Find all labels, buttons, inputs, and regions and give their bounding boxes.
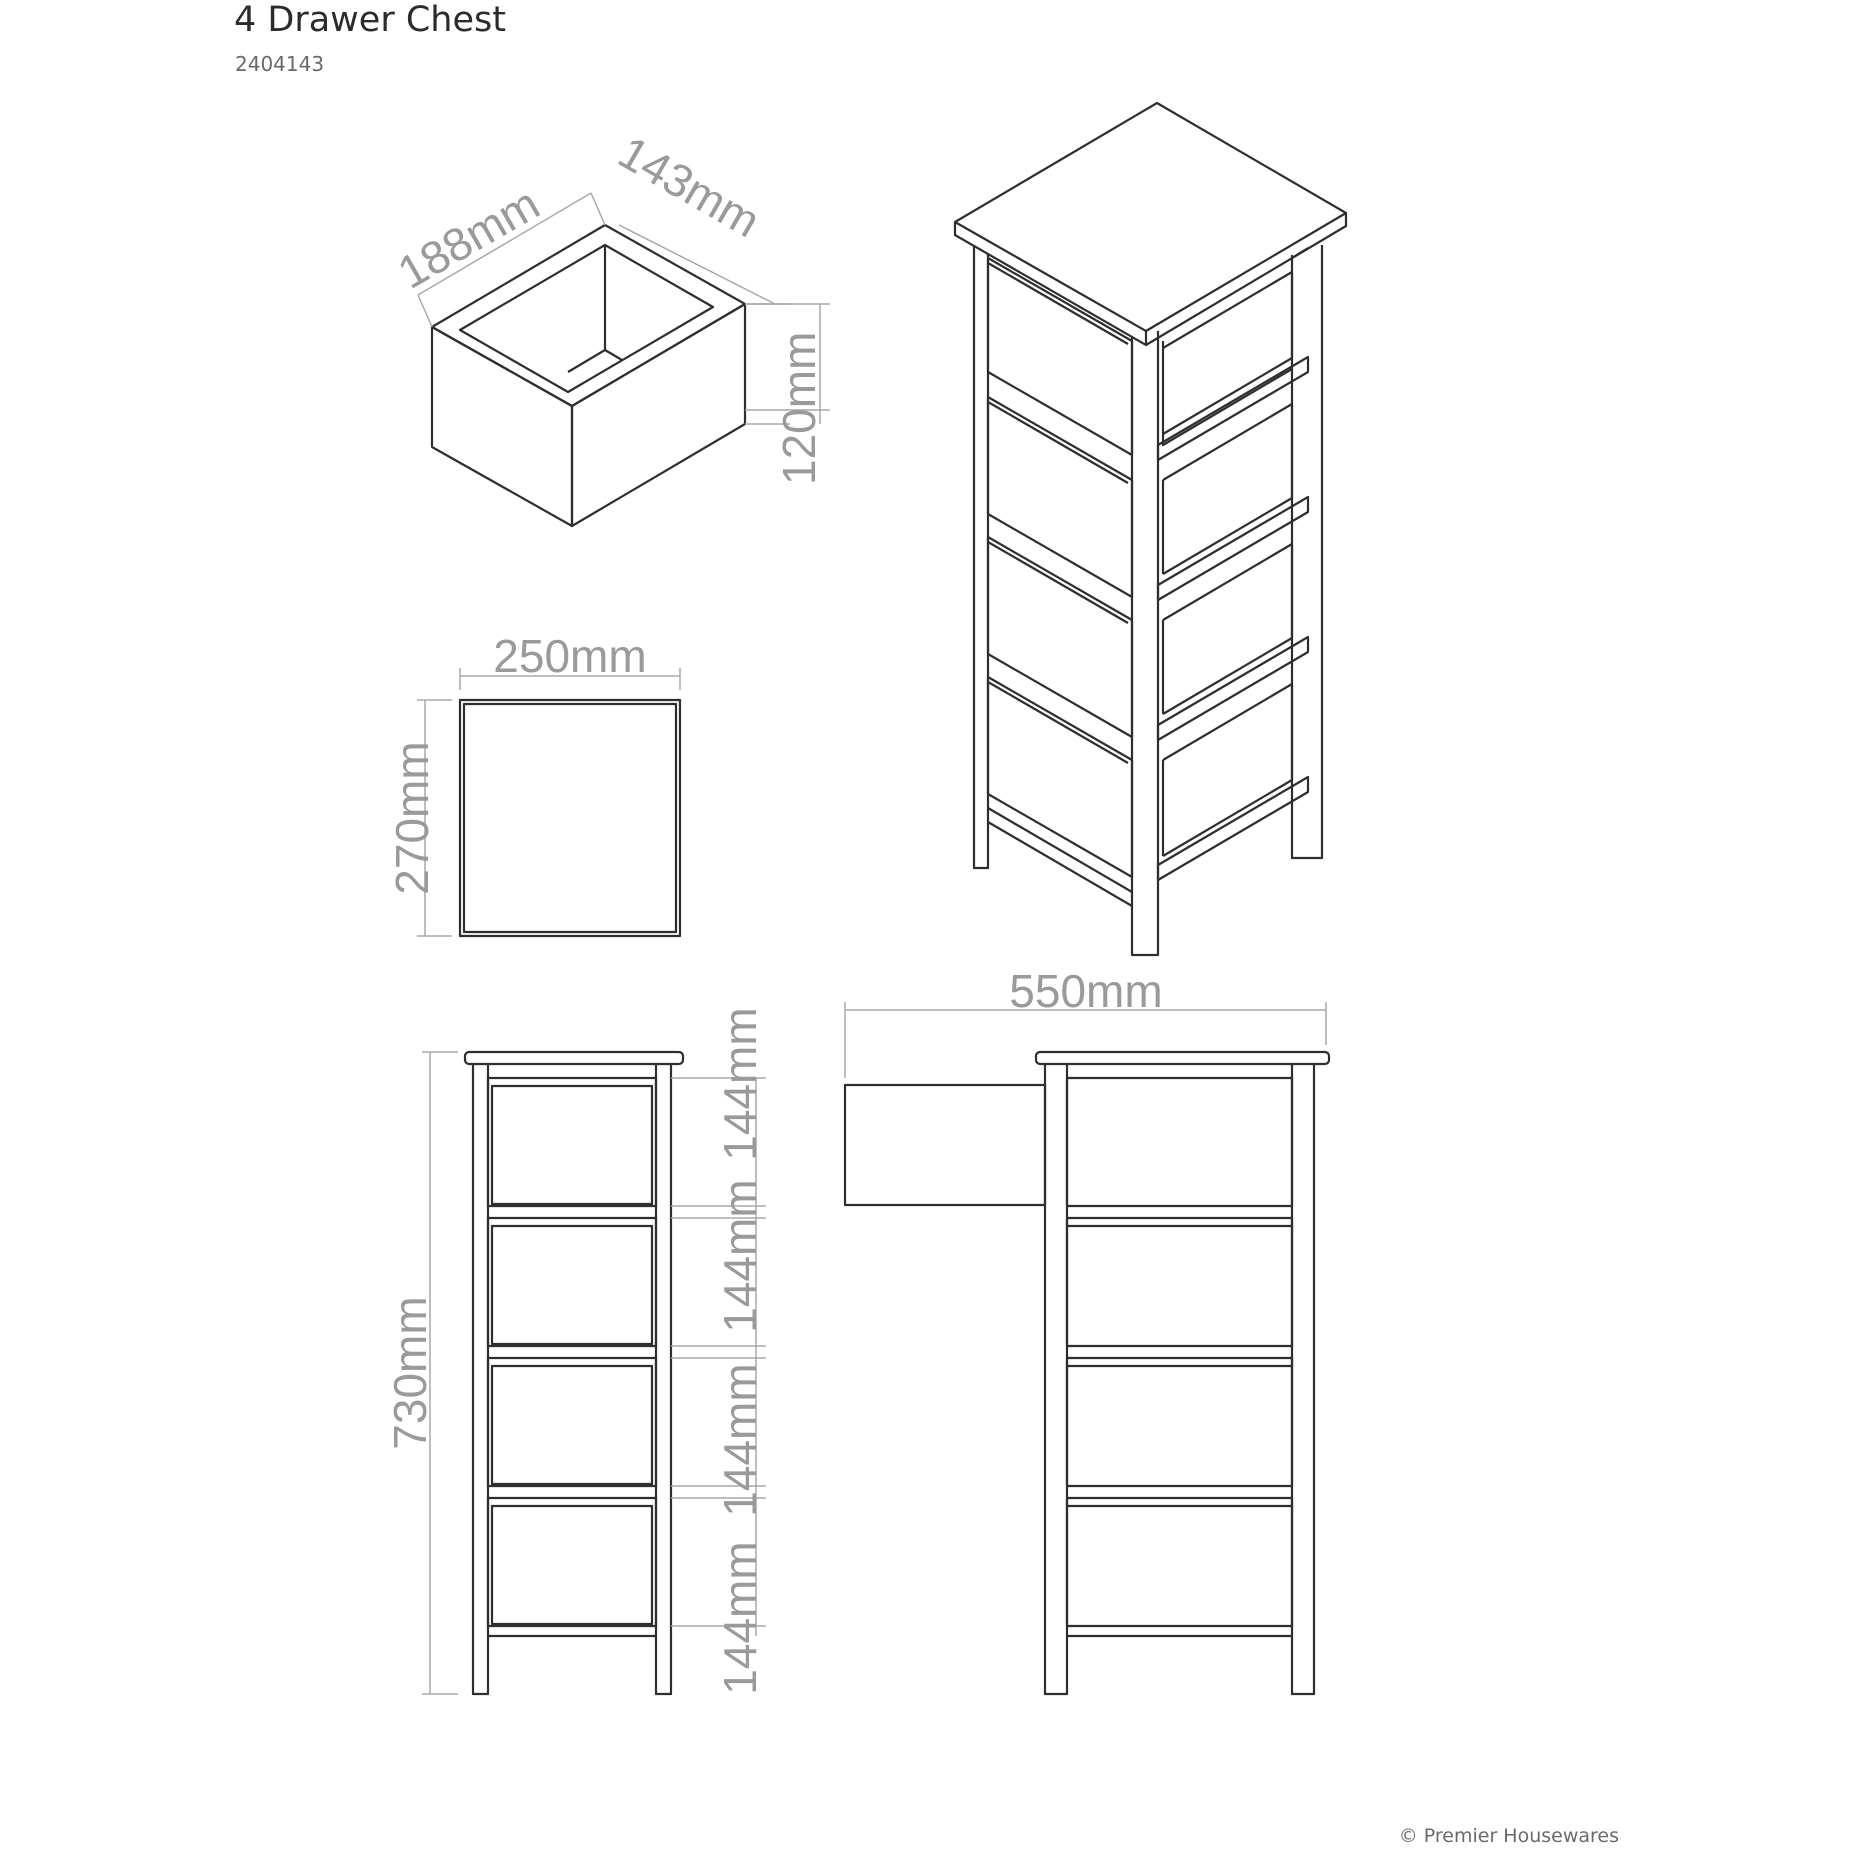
open-depth-label: 550mm — [1009, 965, 1163, 1017]
drawer-pitch-label-2: 144mm — [714, 1179, 766, 1333]
drawer-height-label: 120mm — [773, 331, 825, 485]
product-code: 2404143 — [235, 52, 325, 76]
top-view-dimensions — [386, 630, 680, 936]
front-view — [845, 1052, 1329, 1694]
top-view — [460, 700, 680, 936]
drawer-pitch-label-1: 144mm — [714, 1007, 766, 1161]
drawer-width-label: 188mm — [389, 176, 548, 299]
total-height-label: 730mm — [384, 1296, 436, 1450]
diagram-title: 4 Drawer Chest — [234, 0, 506, 40]
drawer-dimensions — [389, 126, 830, 485]
side-view — [465, 1052, 683, 1694]
drawer-isometric — [432, 225, 745, 526]
top-depth-label: 270mm — [386, 741, 438, 895]
side-view-dimensions — [384, 1007, 766, 1694]
drawer-depth-label: 143mm — [610, 125, 769, 248]
top-width-label: 250mm — [493, 630, 647, 682]
front-view-dimensions — [845, 965, 1326, 1078]
drawer-pitch-label-3: 144mm — [714, 1363, 766, 1517]
drawer-pitch-label-4: 144mm — [714, 1541, 766, 1695]
copyright-notice: © Premier Housewares — [1398, 1825, 1619, 1847]
chest-isometric — [955, 103, 1346, 955]
